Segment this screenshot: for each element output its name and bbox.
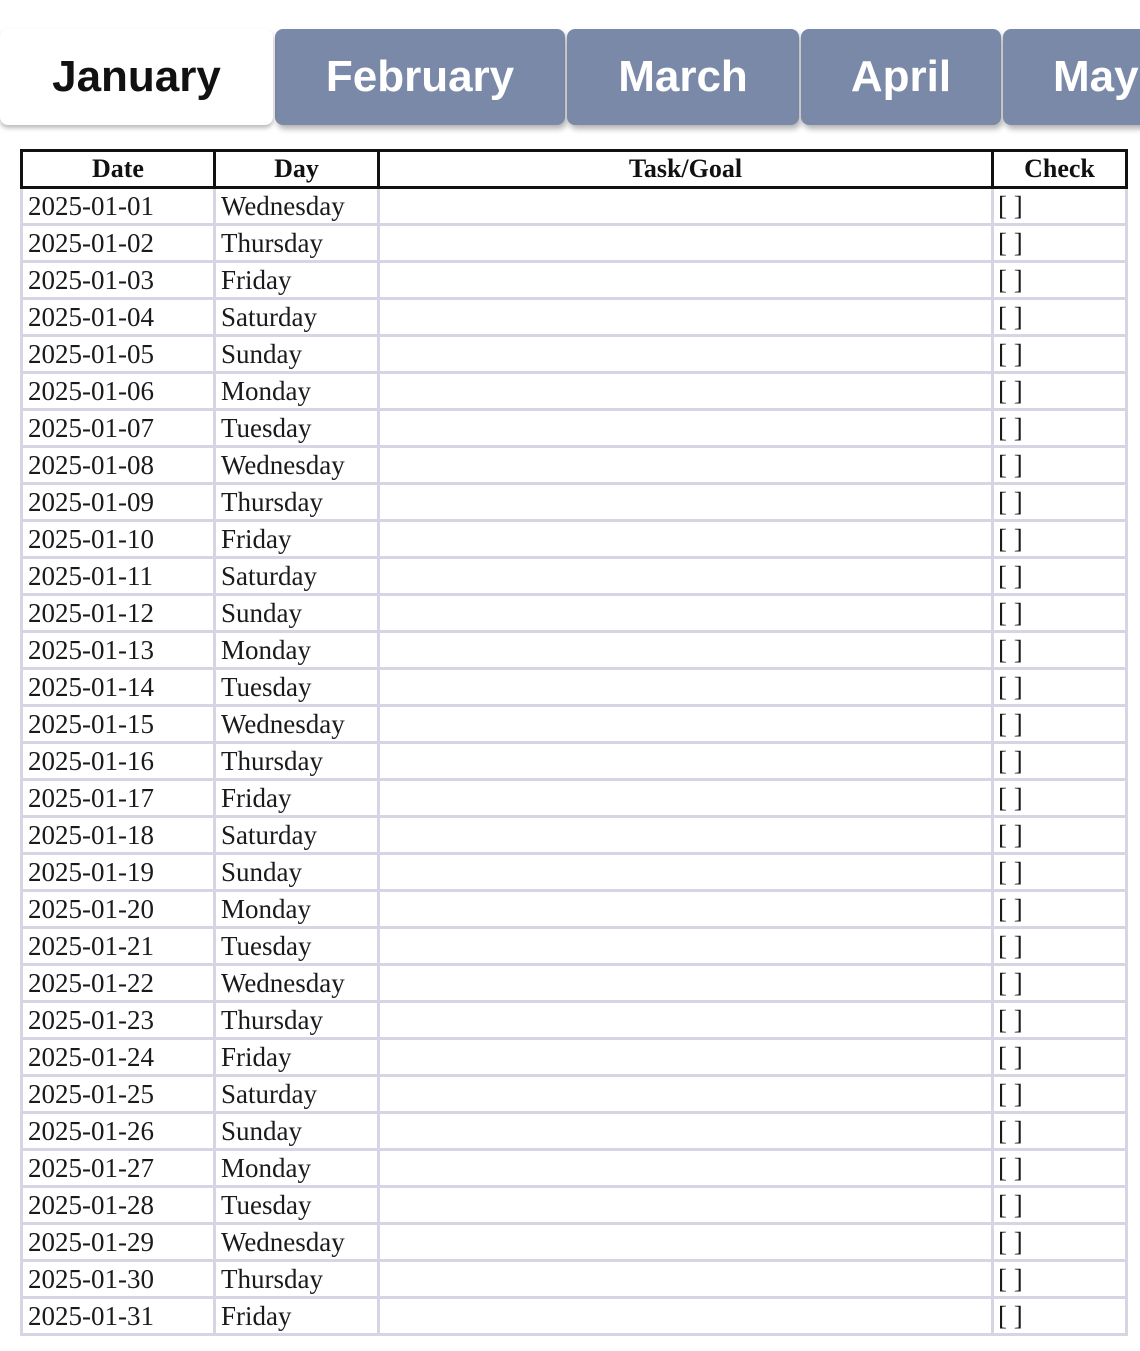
month-tabs — [0, 0, 1140, 140]
task-goal-cell[interactable] — [379, 1113, 993, 1150]
date-cell: 2025-01-15 — [22, 706, 215, 743]
day-cell: Friday — [215, 521, 379, 558]
tab-label: May — [1053, 52, 1139, 101]
tab-april[interactable] — [801, 29, 1001, 125]
day-cell: Monday — [215, 891, 379, 928]
task-goal-cell[interactable] — [379, 965, 993, 1002]
day-cell: Sunday — [215, 854, 379, 891]
date-cell: 2025-01-24 — [22, 1039, 215, 1076]
date-cell: 2025-01-01 — [22, 188, 215, 225]
day-cell: Sunday — [215, 595, 379, 632]
table-row — [22, 817, 1127, 854]
tab-label: April — [850, 52, 952, 101]
day-cell: Wednesday — [215, 706, 379, 743]
check-cell[interactable]: [ ] — [993, 817, 1127, 854]
date-cell: 2025-01-08 — [22, 447, 215, 484]
check-cell[interactable]: [ ] — [993, 558, 1127, 595]
table-row — [22, 1150, 1127, 1187]
day-cell: Sunday — [215, 1113, 379, 1150]
date-cell: 2025-01-14 — [22, 669, 215, 706]
day-cell: Monday — [215, 373, 379, 410]
task-goal-cell[interactable] — [379, 817, 993, 854]
day-cell: Wednesday — [215, 447, 379, 484]
task-goal-cell[interactable] — [379, 225, 993, 262]
task-goal-cell[interactable] — [379, 743, 993, 780]
date-cell: 2025-01-18 — [22, 817, 215, 854]
date-cell: 2025-01-28 — [22, 1187, 215, 1224]
date-cell: 2025-01-31 — [22, 1298, 215, 1335]
date-cell: 2025-01-23 — [22, 1002, 215, 1039]
day-cell: Wednesday — [215, 1224, 379, 1261]
header-date: Date — [22, 151, 215, 188]
date-cell: 2025-01-09 — [22, 484, 215, 521]
table-row — [22, 1261, 1127, 1298]
day-cell: Wednesday — [215, 965, 379, 1002]
check-cell[interactable]: [ ] — [993, 1076, 1127, 1113]
task-goal-cell[interactable] — [379, 336, 993, 373]
task-goal-cell[interactable] — [379, 595, 993, 632]
check-cell[interactable]: [ ] — [993, 1039, 1127, 1076]
day-cell: Thursday — [215, 484, 379, 521]
check-cell[interactable]: [ ] — [993, 595, 1127, 632]
check-cell[interactable]: [ ] — [993, 1113, 1127, 1150]
table-row — [22, 1187, 1127, 1224]
day-cell: Monday — [215, 1150, 379, 1187]
table-row — [22, 447, 1127, 484]
day-cell: Friday — [215, 780, 379, 817]
task-goal-cell[interactable] — [379, 928, 993, 965]
table-row — [22, 595, 1127, 632]
table-row — [22, 706, 1127, 743]
table-row — [22, 410, 1127, 447]
table-row — [22, 928, 1127, 965]
tab-may[interactable] — [1003, 29, 1140, 125]
table-row — [22, 521, 1127, 558]
task-goal-cell[interactable] — [379, 262, 993, 299]
table-header-row — [22, 151, 1127, 188]
check-cell[interactable]: [ ] — [993, 225, 1127, 262]
date-cell: 2025-01-04 — [22, 299, 215, 336]
check-cell[interactable]: [ ] — [993, 521, 1127, 558]
check-cell[interactable]: [ ] — [993, 373, 1127, 410]
date-cell: 2025-01-26 — [22, 1113, 215, 1150]
table-row — [22, 484, 1127, 521]
tab-label: January — [52, 52, 221, 101]
check-cell[interactable]: [ ] — [993, 1224, 1127, 1261]
table-row — [22, 891, 1127, 928]
day-cell: Thursday — [215, 225, 379, 262]
table-row — [22, 1039, 1127, 1076]
task-goal-cell[interactable] — [379, 484, 993, 521]
check-cell[interactable]: [ ] — [993, 188, 1127, 225]
table-row — [22, 854, 1127, 891]
table-row — [22, 558, 1127, 595]
task-goal-cell[interactable] — [379, 1187, 993, 1224]
table-row — [22, 225, 1127, 262]
date-cell: 2025-01-05 — [22, 336, 215, 373]
date-cell: 2025-01-17 — [22, 780, 215, 817]
date-cell: 2025-01-06 — [22, 373, 215, 410]
date-cell: 2025-01-10 — [22, 521, 215, 558]
task-goal-cell[interactable] — [379, 521, 993, 558]
check-cell[interactable]: [ ] — [993, 743, 1127, 780]
day-cell: Friday — [215, 1298, 379, 1335]
task-goal-cell[interactable] — [379, 632, 993, 669]
tab-label: March — [618, 52, 748, 101]
task-goal-cell[interactable] — [379, 1150, 993, 1187]
table-row — [22, 632, 1127, 669]
table-row — [22, 188, 1127, 225]
date-cell: 2025-01-13 — [22, 632, 215, 669]
check-cell[interactable]: [ ] — [993, 336, 1127, 373]
check-cell[interactable]: [ ] — [993, 1261, 1127, 1298]
check-cell[interactable]: [ ] — [993, 965, 1127, 1002]
check-cell[interactable]: [ ] — [993, 1298, 1127, 1335]
day-cell: Saturday — [215, 817, 379, 854]
tab-label: February — [325, 52, 515, 101]
table-row — [22, 1224, 1127, 1261]
day-cell: Thursday — [215, 743, 379, 780]
date-cell: 2025-01-30 — [22, 1261, 215, 1298]
table-row — [22, 780, 1127, 817]
day-cell: Saturday — [215, 299, 379, 336]
table-row — [22, 743, 1127, 780]
tab-january[interactable] — [0, 29, 273, 125]
table-row — [22, 669, 1127, 706]
check-cell[interactable]: [ ] — [993, 484, 1127, 521]
date-cell: 2025-01-11 — [22, 558, 215, 595]
table-body — [22, 188, 1127, 1335]
date-cell: 2025-01-07 — [22, 410, 215, 447]
day-cell: Friday — [215, 1039, 379, 1076]
date-cell: 2025-01-12 — [22, 595, 215, 632]
date-cell: 2025-01-20 — [22, 891, 215, 928]
tab-february[interactable] — [275, 29, 565, 125]
task-goal-cell[interactable] — [379, 706, 993, 743]
check-cell[interactable]: [ ] — [993, 447, 1127, 484]
check-cell[interactable]: [ ] — [993, 410, 1127, 447]
day-cell: Friday — [215, 262, 379, 299]
task-goal-cell[interactable] — [379, 299, 993, 336]
day-cell: Tuesday — [215, 410, 379, 447]
task-goal-cell[interactable] — [379, 410, 993, 447]
task-goal-cell[interactable] — [379, 854, 993, 891]
day-cell: Tuesday — [215, 1187, 379, 1224]
check-cell[interactable]: [ ] — [993, 780, 1127, 817]
date-cell: 2025-01-22 — [22, 965, 215, 1002]
header-check: Check — [993, 151, 1127, 188]
table-row — [22, 1113, 1127, 1150]
check-cell[interactable]: [ ] — [993, 632, 1127, 669]
check-cell[interactable]: [ ] — [993, 262, 1127, 299]
table-row — [22, 1076, 1127, 1113]
day-cell: Tuesday — [215, 669, 379, 706]
task-goal-cell[interactable] — [379, 1039, 993, 1076]
table-row — [22, 1298, 1127, 1335]
date-cell: 2025-01-02 — [22, 225, 215, 262]
task-goal-cell[interactable] — [379, 780, 993, 817]
task-goal-cell[interactable] — [379, 1298, 993, 1335]
date-cell: 2025-01-21 — [22, 928, 215, 965]
day-cell: Tuesday — [215, 928, 379, 965]
task-goal-cell[interactable] — [379, 373, 993, 410]
date-cell: 2025-01-03 — [22, 262, 215, 299]
date-cell: 2025-01-29 — [22, 1224, 215, 1261]
day-cell: Thursday — [215, 1261, 379, 1298]
date-cell: 2025-01-16 — [22, 743, 215, 780]
table-row — [22, 336, 1127, 373]
check-cell[interactable]: [ ] — [993, 706, 1127, 743]
table-row — [22, 262, 1127, 299]
task-goal-cell[interactable] — [379, 669, 993, 706]
date-cell: 2025-01-19 — [22, 854, 215, 891]
task-goal-cell[interactable] — [379, 447, 993, 484]
date-cell: 2025-01-27 — [22, 1150, 215, 1187]
day-cell: Thursday — [215, 1002, 379, 1039]
task-goal-cell[interactable] — [379, 1224, 993, 1261]
table-row — [22, 373, 1127, 410]
check-cell[interactable]: [ ] — [993, 1150, 1127, 1187]
day-cell: Saturday — [215, 558, 379, 595]
task-goal-cell[interactable] — [379, 1076, 993, 1113]
header-task-goal: Task/Goal — [379, 151, 993, 188]
tab-march[interactable] — [567, 29, 799, 125]
day-cell: Monday — [215, 632, 379, 669]
task-goal-cell[interactable] — [379, 891, 993, 928]
check-cell[interactable]: [ ] — [993, 854, 1127, 891]
check-cell[interactable]: [ ] — [993, 928, 1127, 965]
table-row — [22, 1002, 1127, 1039]
check-cell[interactable]: [ ] — [993, 669, 1127, 706]
task-goal-cell[interactable] — [379, 1261, 993, 1298]
check-cell[interactable]: [ ] — [993, 299, 1127, 336]
header-day: Day — [215, 151, 379, 188]
daily-planner-table — [20, 149, 1128, 1336]
table-row — [22, 965, 1127, 1002]
task-goal-cell[interactable] — [379, 1002, 993, 1039]
task-goal-cell[interactable] — [379, 188, 993, 225]
day-cell: Wednesday — [215, 188, 379, 225]
check-cell[interactable]: [ ] — [993, 891, 1127, 928]
table-row — [22, 299, 1127, 336]
check-cell[interactable]: [ ] — [993, 1187, 1127, 1224]
day-cell: Saturday — [215, 1076, 379, 1113]
check-cell[interactable]: [ ] — [993, 1002, 1127, 1039]
date-cell: 2025-01-25 — [22, 1076, 215, 1113]
task-goal-cell[interactable] — [379, 558, 993, 595]
day-cell: Sunday — [215, 336, 379, 373]
